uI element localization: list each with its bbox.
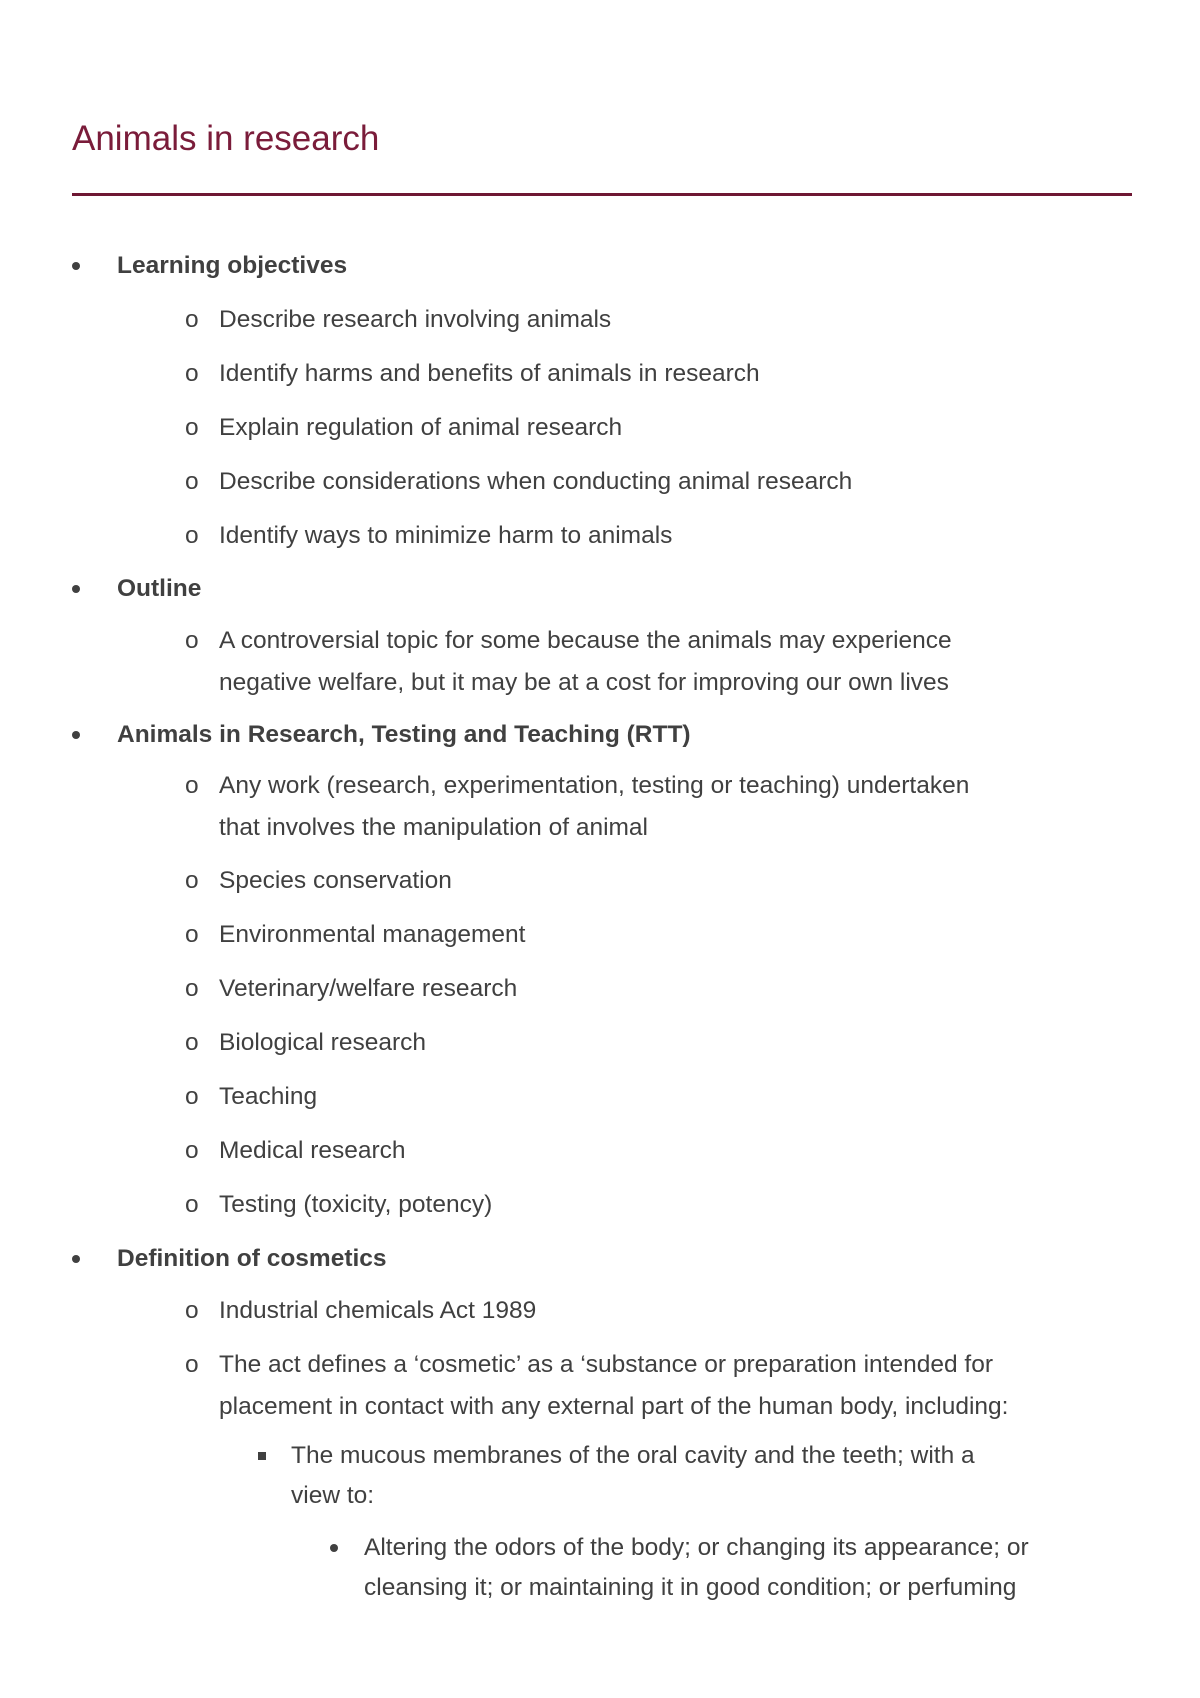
title-underline — [72, 193, 1132, 196]
circle-bullet-icon: o — [185, 867, 199, 894]
list-item: Identify ways to minimize harm to animals — [219, 522, 673, 549]
list-item-line: negative welfare, but it may be at a cost for improving our own lives — [219, 669, 949, 696]
section-heading-cosmetics: Definition of cosmetics — [117, 1245, 387, 1272]
list-item-line: Any work (research, experimentation, testing or teaching) undertaken — [219, 772, 970, 799]
section-heading-rtt: Animals in Research, Testing and Teaching (RTT) — [117, 721, 691, 748]
circle-bullet-icon: o — [185, 1029, 199, 1056]
list-item-line: placement in contact with any external part of the human body, including: — [219, 1393, 1009, 1420]
section-heading-outline: Outline — [117, 575, 202, 602]
page-title: Animals in research — [72, 119, 380, 158]
circle-bullet-icon: o — [185, 414, 199, 441]
circle-bullet-icon: o — [185, 1083, 199, 1110]
list-item: Environmental management — [219, 921, 526, 948]
list-item: Industrial chemicals Act 1989 — [219, 1297, 537, 1324]
sub-sub-list-item-line: cleansing it; or maintaining it in good condition; or perfuming — [364, 1574, 1017, 1601]
circle-bullet-icon: o — [185, 627, 199, 654]
sub-list-item-line: The mucous membranes of the oral cavity and the teeth; with a — [291, 1442, 975, 1469]
circle-bullet-icon: o — [185, 522, 199, 549]
circle-bullet-icon: o — [185, 468, 199, 495]
section-heading-learning: Learning objectives — [117, 252, 348, 279]
circle-bullet-icon: o — [185, 360, 199, 387]
bullet-icon — [330, 1544, 338, 1552]
list-item: Testing (toxicity, potency) — [219, 1191, 493, 1218]
sub-list-item-line: view to: — [291, 1482, 375, 1509]
list-item: Species conservation — [219, 867, 452, 894]
circle-bullet-icon: o — [185, 1297, 199, 1324]
square-bullet-icon — [258, 1452, 266, 1460]
list-item: Biological research — [219, 1029, 426, 1056]
circle-bullet-icon: o — [185, 975, 199, 1002]
list-item-line: A controversial topic for some because the animals may experience — [219, 627, 952, 654]
list-item-line: that involves the manipulation of animal — [219, 814, 649, 841]
bullet-icon — [72, 731, 80, 739]
circle-bullet-icon: o — [185, 772, 199, 799]
bullet-icon — [72, 262, 80, 270]
list-item: Describe research involving animals — [219, 306, 612, 333]
sub-sub-list-item-line: Altering the odors of the body; or changing its appearance; or — [364, 1534, 1029, 1561]
list-item: Teaching — [219, 1083, 318, 1110]
list-item: Explain regulation of animal research — [219, 414, 623, 441]
circle-bullet-icon: o — [185, 306, 199, 333]
circle-bullet-icon: o — [185, 1137, 199, 1164]
bullet-icon — [72, 585, 80, 593]
list-item: Medical research — [219, 1137, 406, 1164]
list-item: Describe considerations when conducting animal research — [219, 468, 853, 495]
list-item: Identify harms and benefits of animals in research — [219, 360, 760, 387]
bullet-icon — [72, 1255, 80, 1263]
list-item: Veterinary/welfare research — [219, 975, 518, 1002]
circle-bullet-icon: o — [185, 1191, 199, 1218]
list-item-line: The act defines a ‘cosmetic’ as a ‘substance or preparation intended for — [219, 1351, 993, 1378]
circle-bullet-icon: o — [185, 1351, 199, 1378]
circle-bullet-icon: o — [185, 921, 199, 948]
